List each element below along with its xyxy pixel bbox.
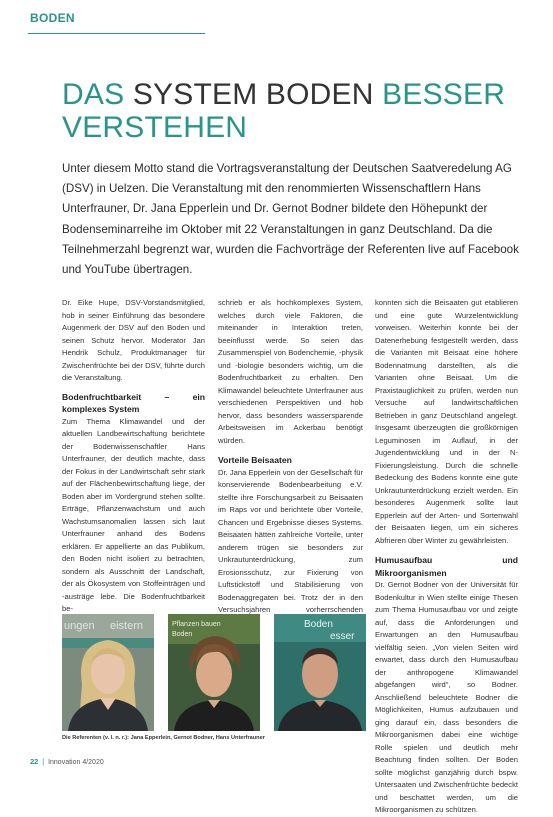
publication-name: Innovation 4/2020 xyxy=(48,759,104,766)
article-column-1 xyxy=(62,297,205,616)
headline-part3: BESSER VERSTEHEN xyxy=(62,78,506,144)
footer-separator: | xyxy=(42,759,45,766)
headline-part2: SYSTEM BODEN xyxy=(132,78,374,111)
backdrop-text: ungen xyxy=(64,620,95,632)
photo-hans-unterfrauner xyxy=(274,614,366,731)
backdrop-text: eistern xyxy=(110,620,144,632)
photo-caption: Die Referenten (v. l. n. r.): Jana Epperlein, Gernot Bodner, Hans Unterfrauner xyxy=(62,735,265,741)
backdrop-text: Boden xyxy=(304,619,333,630)
subheading-vorteile-beisaaten: Vorteile Beisaaten xyxy=(218,455,292,465)
paragraph: schrieb er als hochkomplexes System, welches durch viele Faktoren, die miteinander in Interaktion treten, beeinflusst werde. So seien das Zusammenspiel von Bodenchemie, -physik und -biologie besonders wichtig, um die Bodenfruchtbarkeit zu erhalten. Den Klimawandel beleuchtete Unterfrauner aus verschiedenen Perspektiven und hob hervor, dass besonders wassersparende Arbeitsweisen im Ackerbau benötigt würden. xyxy=(218,298,363,445)
backdrop-text: Boden xyxy=(172,631,193,638)
article-column-3 xyxy=(375,297,518,817)
subheading-humusaufbau: Humusaufbau und Mikroorganismen xyxy=(375,555,518,578)
paragraph: Dr. Jana Epperlein von der Gesellschaft für konservierende Bodenbearbeitung e.V. stellte ihre Forschungsarbeit zu Beisaaten im Raps vor und berichtete über Vorteile, Chancen und Ergebnisse dieses Systems. Beisaaten hätten zahlreiche Vorteile, unter anderem trügen sie besonders zur Unkrautunterdrückung, zum Erosionsschutz, zur Fixierung von Luftstickstoff und Stabilisierung von Bodenaggregaten bei. Trotz der in den Versuchsjahren vorherrschenden xyxy=(218,467,363,614)
photo-jana-epperlein xyxy=(62,614,154,731)
section-label: BODEN xyxy=(30,11,75,25)
backdrop-text: Pflanzen bauen xyxy=(172,621,221,628)
subheading-bodenfruchtbarkeit: Bodenfruchtbarkeit – ein komplexes System xyxy=(62,391,205,414)
article-column-2 xyxy=(218,297,363,629)
photo-gernot-bodner xyxy=(168,614,260,731)
page-number: 22 xyxy=(30,757,39,766)
headline xyxy=(62,78,532,144)
lead-paragraph: Unter diesem Motto stand die Vortragsveranstaltung der Deutschen Saatveredelung AG (DSV) in Uelzen. Die Veranstaltung mit den renommierten Wissenschaftlern Hans Unterfrauner, Dr. Jana Epperlein und Dr. Gernot Bodner bildete den Höhepunkt der Bodenseminarreihe im Oktober mit 22 Veranstaltungen in ganz Deutschland. Da die Teilnehmerzahl begrenzt war, wurden die Fachvorträge der Referenten live auf Facebook und YouTube übertragen. xyxy=(62,162,519,277)
paragraph: Dr. Eike Hupe, DSV-Vorstandsmitglied, hob in seiner Einführung das besondere Augenmerk der DSV auf den Boden und seinen Schutz hervor. Moderator Jan Hendrik Schulz, Produktmanager für Zwischenfrüchte bei der DSV, führte durch die Veranstaltung. xyxy=(62,298,205,382)
paragraph: Zum Thema Klimawandel und der aktuellen Landbewirtschaftung berichtete der Bodenwissenschaftler Hans Unterfrauner, der deutlich machte, dass der Fokus in der Landwirtschaft sehr stark auf der Flächenbewirtschaftung liege, der Boden aber im Vordergrund stehen sollte. Erträge, Pflanzenwachstum und auch Wachstumsanomalien lassen sich laut Unterfrauner anhand des Bodens erklären. Er appellierte an das Publikum, den Boden nicht isoliert zu betrachten, sondern als Ausschnitt der Landschaft, der als Ökosystem von Stoffeinträgen und -austräge lebe. Die Bodenfruchtbarkeit be- xyxy=(62,416,205,613)
section-rule xyxy=(28,33,205,34)
paragraph: konnten sich die Beisaaten gut etablieren und eine gute Wurzelentwicklung vorweisen. Weiterhin konnte bei der Datenerhebung festgestellt werden, dass die Varianten mit Beisaat eine höhere Bodennatmung darstellten, als die Varianten ohne Beisaat. Um die Praxistauglichkeit zu prüfen, werden nun Versuche auf landwirtschaftlichen Betrieben in ganz Deutschland angelegt. Insgesamt überzeugten die großkörnigen Leguminosen im Auflauf, in der Jugendentwicklung und in der N-Fixierungsleistung. Durch die schnelle Bedeckung des Bodens konnte eine gute Unkrautunterdrückung erzielt werden. Ein besonderes Augenmerk sollte laut Epperlein auf der Arten- und Sortenwahl der Beisaaten liegen, um ein sicheres Abfrieren über Winter zu gewährleisten. xyxy=(375,298,518,545)
backdrop-text: esser xyxy=(330,631,355,642)
paragraph: Dr. Gernot Bodner von der Universität für Bodenkultur in Wien stellte einige Thesen zum Thema Humusaufbau vor und zeigte auf, dass die Anforderungen und Erwartungen an den Humusaufbau vielfältig seien. „Von vielen Seiten wird erwartet, dass durch den Humusaufbau der anthropogene Klimawandel abgefangen wird“, so Bodner. Anschließend beleuchtete Bodner die Möglichkeiten, Humus aufzubauen und ging darauf ein, dass besonders die Mikroorganismen dabei eine wichtige Rolle spielen und deutlich mehr Beachtung finden sollten. Der Boden sollte möglichst ganzjährig durch bspw. Untersaaten und Zwischenfrüchte bedeckt und beschattet werden, um die Mikroorganismen zu schützen. xyxy=(375,580,518,814)
headline-part1: DAS xyxy=(62,78,133,111)
page-footer xyxy=(30,757,104,766)
